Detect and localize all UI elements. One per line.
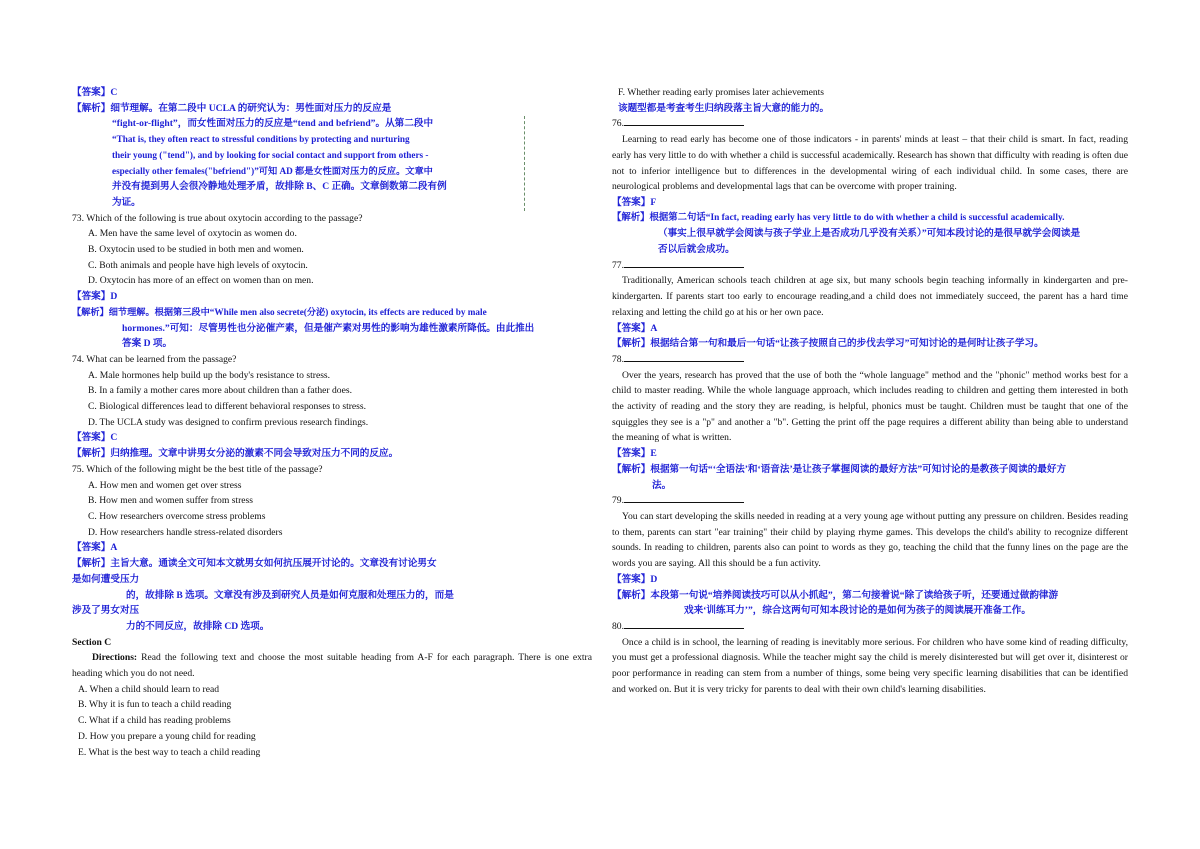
option-73-a: A. Men have the same level of oxytocin as women do. [88,228,297,240]
heading-e: E. What is the best way to teach a child reading [78,746,261,758]
question-77 [612,258,1128,274]
question-73: 73. Which of the following is true about oxytocin according to the passage? [72,212,363,224]
heading-f: F. Whether reading early promises later achievements [618,87,825,98]
explanation-72-line: especially other females("befriend")”可知 AD 都是女性面对压力的反应。文章中 [112,165,433,176]
option-75-a: A. How men and women get over stress [88,479,242,491]
explanation-72-line: 并没有提到男人会很冷静地处理矛盾，故排除 B、C 正确。文章倒数第二段有例 [112,181,447,193]
explanation-76-line: （事实上很早就学会阅读与孩子学业上是否成功几乎没有关系）”可知本段讨论的是很早就学会阅读是 [658,228,1081,240]
option-74-a: A. Male hormones help build up the body's resistance to stress. [88,369,331,381]
option-75-c: C. How researchers overcome stress problems [88,510,266,522]
explanation-75-line: 的，故排除 B 选项。文章没有涉及到研究人员是如何克服和处理压力的，而是 [126,589,454,601]
explanation-78-line: 法。 [652,479,672,491]
explanation-72-line: “That is, they often react to stressful conditions by protecting and nurturing [112,134,410,145]
answer-blank [624,619,744,629]
explanation-72-line: 细节理解。在第二段中 UCLA 的研究认为：男性面对压力的反应是 [110,102,392,114]
answer-blank [624,116,744,126]
answer-blank [624,493,744,503]
explanation-72-line: 为证。 [112,196,141,208]
explanation-77: 【解析】根据结合第一句和最后一句话“让孩子按照自己的步伐去学习”可知讨论的是何时让孩子学习。 [612,338,1044,350]
heading-b: B. Why it is fun to teach a child reading [78,699,232,711]
question-number: 78. [612,353,624,365]
right-column [612,85,1128,697]
heading-a: A. When a child should learn to read [78,683,220,695]
explanation-72-box [112,116,525,210]
section-heading: Section C [72,636,112,648]
question-number: 76. [612,118,624,130]
answer-blank [624,258,744,268]
question-76 [612,116,1128,132]
paragraph-76: Learning to read early has become one of those indicators - in parents' minds at least – that their child is smart. In fact, reading early has very little to do with whether a child is successful academically. Research has shown that difficulty with reading is often due not to inferior intelligence but to differences in the developmental wiring of each individual child. In some cases, there are neurological problems and developmental lags that can be overcome with proper training. [612,134,1128,193]
option-74-b: B. In a family a mother cares more about children than a father does. [88,385,352,397]
option-73-b: B. Oxytocin used to be studied in both men and women. [88,244,304,256]
answer-75: 【答案】A [72,542,118,554]
question-74: 74. What can be learned from the passage? [72,353,237,365]
explanation-72 [72,101,592,211]
paragraph-77: Traditionally, American schools teach children at age six, but many schools begin teaching informally in kindergarten and pre-kindergarten. If parents start too early to encourage reading,and a child does not immediately succeed, the parent has a hard time relaxing and letting the child go at his or her own pace. [612,275,1128,318]
answer-74: 【答案】C [72,432,118,444]
question-78 [612,352,1128,368]
answer-79: 【答案】D [612,573,658,585]
question-number: 77. [612,259,624,271]
directions-label: Directions: [92,652,138,664]
directions [72,650,592,681]
question-80 [612,619,1128,635]
explanation-73-line: hormones.”可知：尽管男性也分泌催产素，但是催产素对男性的影响为雄性激素所降低。由此推出 [122,322,535,334]
heading-c: C. What if a child has reading problems [78,715,231,727]
option-74-d: D. The UCLA study was designed to confirm previous research findings. [88,416,369,428]
paragraph-79: You can start developing the skills needed in reading at a very young age without putting any pressure on children. Besides reading to them, parents can start "ear training" their child by playing rhyme games. This develops the child's ability to recognize different sounds. In reading to children, parents also can point to words as they go, teaching the child that the funny lines on the page are the words you are saying. All this should be a fun activity. [612,510,1128,570]
paragraph-78: Over the years, research has proved that the use of both the “whole language" method and the "phonic" method works best for a child to master reading. While the whole language approach, which includes reading to children and getting them interested in both the activity of reading and the story they are reading, is helpful, phonics must be taught. Children must be taught that one of the squiggles they see is a "p" and another a "b". Getting the print off the page requires a different ability than being able to understand the meaning of what is written. [612,369,1128,444]
explanation-label: 【解析】 [72,102,111,114]
option-75-b: B. How men and women suffer from stress [88,495,254,507]
answer-72: 【答案】C [72,87,118,98]
explanation-73-line: 【解析】细节理解。根据第三段中“While men also secrete(分泌) oxytocin, its effects are reduced by male [72,306,487,317]
explanation-76-line: 否以后就会成功。 [658,244,735,256]
explanation-78-line: 【解析】根据第一句话“‘全语法’和‘语音法’是让孩子掌握阅读的最好方法”可知讨论的是教孩子阅读的最好方 [612,463,1067,475]
explanation-79-line: 戏来‘训练耳力’”，综合这两句可知本段讨论的是如何为孩子的阅读展开准备工作。 [684,605,1031,617]
question-number: 80. [612,620,624,632]
left-column [72,85,592,760]
option-74-c: C. Biological differences lead to different behavioral responses to stress. [88,401,367,413]
explanation-75-line: 力的不同反应，故排除 CD 选项。 [126,620,270,632]
question-79 [612,493,1128,509]
answer-78: 【答案】E [612,448,657,460]
answer-blank [624,352,744,362]
explanation-72-line: their young ("tend"), and by looking for social contact and support from others - [112,149,429,160]
explanation-72-line: “fight-or-flight”，而女性面对压力的反应是“tend and befriend”。从第二段中 [112,118,434,130]
option-75-d: D. How researchers handle stress-related disorders [88,526,283,538]
answer-73: 【答案】D [72,291,118,303]
answer-77: 【答案】A [612,322,658,334]
note: 该题型都是考查考生归纳段落主旨大意的能力的。 [618,102,830,114]
directions-text: Read the following text and choose the most suitable heading from A-F for each paragraph. There is one extra heading which you do not need. [72,652,592,680]
explanation-74: 【解析】归纳推理。文章中讲男女分泌的激素不同会导致对压力不同的反应。 [72,448,399,460]
explanation-75-line: 是如何遭受压力 [72,573,140,585]
question-75: 75. Which of the following might be the best title of the passage? [72,463,323,475]
explanation-79-line: 【解析】本段第一句说“培养阅读技巧可以从小抓起”，第二句接着说“除了读给孩子听，还要通过做韵律游 [612,589,1059,601]
explanation-73-line: 答案 D 项。 [122,338,173,350]
explanation-76-line: 【解析】根据第二句话“In fact, reading early has very little to do with whether a child is successful academically. [612,212,1065,223]
question-number: 79. [612,495,624,507]
explanation-75-line: 涉及了男女对压 [72,605,140,617]
paragraph-80: Once a child is in school, the learning of reading is inevitably more serious. For children who have some kind of reading difficulty, you must get a professional diagnosis. While the teacher might say the child is merely disinterested but will get over it, disinterest or poor performance in reading can stem from a number of things, some being very specific learning disabilities that can be identified and worked on. But it is very tricky for parents to deal with their own child's learning disabilities. [612,636,1128,695]
answer-76: 【答案】F [612,196,657,208]
option-73-d: D. Oxytocin has more of an effect on women than on men. [88,275,314,287]
option-73-c: C. Both animals and people have high levels of oxytocin. [88,259,308,271]
heading-d: D. How you prepare a young child for reading [78,730,256,742]
explanation-75-line: 【解析】主旨大意。通读全文可知本文就男女如何抗压展开讨论的。文章没有讨论男女 [72,558,437,570]
